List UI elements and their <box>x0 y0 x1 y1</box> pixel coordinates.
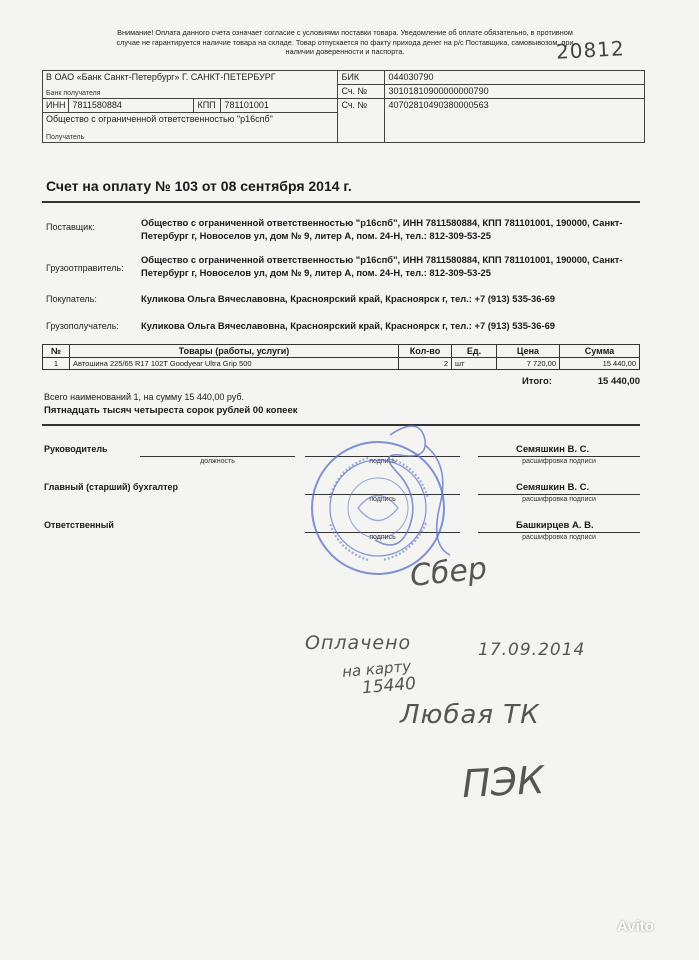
row-num: 1 <box>43 358 70 370</box>
row-sum: 15 440,00 <box>560 358 640 370</box>
responsible-decoding-line <box>478 532 640 533</box>
accountant-decoding-line <box>478 494 640 495</box>
total-value: 15 440,00 <box>597 376 640 387</box>
title-divider <box>42 201 640 203</box>
table-row <box>43 358 640 370</box>
responsible-decoding-caption: расшифровка подписи <box>522 534 596 541</box>
row-goods: Автошина 225/65 R17 102T Goodyear Ultra Grip 500 <box>70 358 399 370</box>
corr-value: 30101810900000000790 <box>385 85 645 99</box>
head-decoding-caption: расшифровка подписи <box>522 458 596 465</box>
col-header-num: № <box>43 345 70 358</box>
handwritten-pek: ПЭК <box>460 757 546 807</box>
responsible-label: Ответственный <box>44 520 114 530</box>
handwritten-number: 20812 <box>555 36 626 64</box>
bank-name: В ОАО «Банк Санкт-Петербург» Г. САНКТ-ПЕТЕРБУРГ <box>43 71 338 85</box>
kpp-label: КПП <box>194 99 221 113</box>
responsible-signature-caption: подпись <box>369 534 396 541</box>
bik-label: БИК <box>338 71 385 85</box>
consignee-label: Грузополучатель: <box>46 321 119 331</box>
head-label: Руководитель <box>44 444 108 454</box>
accountant-decoding-caption: расшифровка подписи <box>522 496 596 503</box>
kpp-value: 781101001 <box>221 99 338 113</box>
head-decoding-line <box>478 456 640 457</box>
summary-line: Всего наименований 1, на сумму 15 440,00 руб. <box>44 392 245 402</box>
total-label: Итого: <box>522 376 552 387</box>
supplier-value: Общество с ограниченной ответственностью "р16спб", ИНН 7811580884, КПП 781101001, 190000, Санкт-Петербург г, Новоселов ул, дом № 9, литер А, пом. 24-Н, тел.: 812-309-53-25 <box>141 217 623 241</box>
col-header-unit: Ед. <box>452 345 497 358</box>
items-table <box>42 344 640 370</box>
invoice-title: Счет на оплату № 103 от 08 сентября 2014 г. <box>46 178 352 194</box>
head-position-line <box>140 456 295 457</box>
col-header-sum: Сумма <box>560 345 640 358</box>
bank-details-table <box>42 70 645 143</box>
recipient-name: Общество с ограниченной ответственностью "р16спб" <box>46 114 273 124</box>
head-position-caption: должность <box>200 458 235 465</box>
handwritten-to-card: на карту <box>341 657 412 681</box>
inn-label: ИНН <box>43 99 69 113</box>
payment-notice: Внимание! Оплата данного счета означает согласие с условиями поставки товара. Уведомление об оплате обязательно, в противном случае не гарантируется наличие товара на складе. Товар отпускается по факту прихода денег на р/с Поставщика, самовывозом, при наличии доверенности и паспорта. <box>116 28 574 56</box>
buyer-value: Куликова Ольга Вячеславовна, Красноярский край, Красноярск г, тел.: +7 (913) 535-36-69 <box>141 293 556 304</box>
signature-scribble <box>330 415 470 565</box>
summary-words: Пятнадцать тысяч четыреста сорок рублей 00 копеек <box>44 405 298 416</box>
col-header-goods: Товары (работы, услуги) <box>70 345 399 358</box>
handwritten-any-tk: Любая ТК <box>400 700 540 730</box>
handwritten-sber: Сбер <box>408 551 489 594</box>
account-label: Сч. № <box>338 99 385 143</box>
inn-value: 7811580884 <box>69 99 194 113</box>
avito-watermark: Avito <box>617 918 654 935</box>
head-signature-caption: подпись <box>369 458 396 465</box>
accountant-label: Главный (старший) бухгалтер <box>44 482 178 492</box>
handwritten-date: 17.09.2014 <box>478 640 586 660</box>
shipper-value: Общество с ограниченной ответственностью "р16спб", ИНН 7811580884, КПП 781101001, 190000, Санкт-Петербург г, Новоселов ул, дом № 9, литер А, пом. 24-Н, тел.: 812-309-53-25 <box>141 254 623 278</box>
row-qty: 2 <box>399 358 452 370</box>
consignee-value: Куликова Ольга Вячеславовна, Красноярский край, Красноярск г, тел.: +7 (913) 535-36-69 <box>141 320 556 331</box>
accountant-signature-caption: подпись <box>369 496 396 503</box>
shipper-label: Грузоотправитель: <box>46 263 124 273</box>
row-price: 7 720,00 <box>497 358 560 370</box>
bank-caption: Банк получателя <box>46 90 101 97</box>
supplier-label: Поставщик: <box>46 222 95 232</box>
handwritten-paid: Оплачено <box>305 632 412 654</box>
col-header-price: Цена <box>497 345 560 358</box>
accountant-name: Семяшкин В. С. <box>516 482 590 493</box>
corr-label: Сч. № <box>338 85 385 99</box>
buyer-label: Покупатель: <box>46 294 97 304</box>
head-name: Семяшкин В. С. <box>516 444 590 455</box>
row-unit: шт <box>452 358 497 370</box>
recipient-caption: Получатель <box>46 134 85 141</box>
account-value: 40702810490380000563 <box>385 99 645 143</box>
responsible-name: Башкирцев А. В. <box>516 520 594 531</box>
col-header-qty: Кол-во <box>399 345 452 358</box>
bik-value: 044030790 <box>385 71 645 85</box>
handwritten-amount: 15440 <box>361 673 417 699</box>
